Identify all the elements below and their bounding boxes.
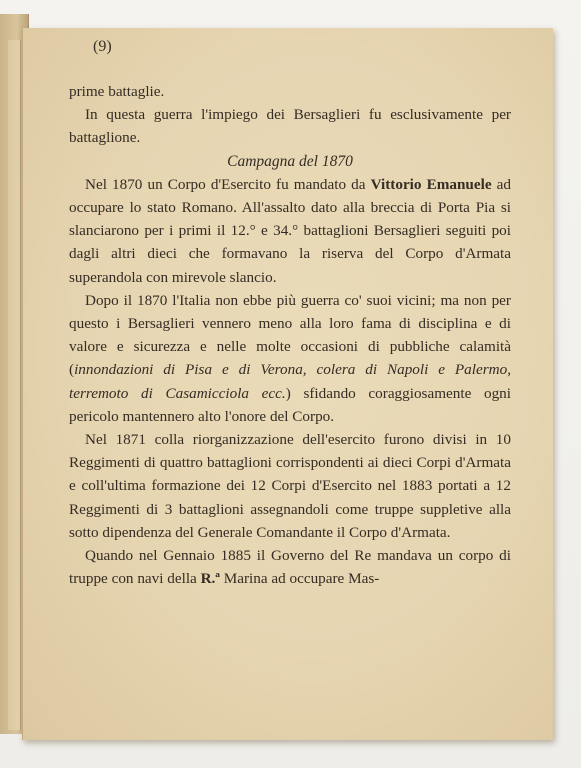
text-run: Nel 1870 un Corpo d'Esercito fu mandato da <box>85 175 371 193</box>
paragraph-after-1870 <box>69 289 511 428</box>
page-number: (9) <box>93 38 112 55</box>
text-run: ad occupare lo stato Romano. All'assalto dato alla breccia di Porta Pia si slanciarono per i primi il 12.° e 34.° battaglioni Bersaglieri seguiti poi dagli altri dieci che formavano la riserva del Corpo d'Armata superandola con mirevole slancio. <box>69 175 511 286</box>
page-text <box>69 80 511 590</box>
calamities-list: innondazioni di Pisa e di Verona, colera di Napoli e Palermo, terremoto di Casamicciola ecc. <box>69 361 511 402</box>
paragraph-battalion-usage: In questa guerra l'impiego dei Bersaglieri fu esclusivamente per battaglione. <box>69 106 511 147</box>
book-page <box>22 28 553 740</box>
text-run: Dopo il 1870 l'Italia non ebbe più guerra co' suoi vicini; ma non per questo i Bersaglieri vennero meno alla loro fama di disciplina e di valore e sicurezza e nelle molte occasioni di pubbliche calamità ( <box>69 291 511 379</box>
paragraph-january-1885 <box>69 544 511 590</box>
name-vittorio-emanuele: Vittorio Emanuele <box>370 175 492 193</box>
paragraph-continuation: prime battaglie. <box>69 83 165 100</box>
section-title: Campagna del 1870 <box>227 152 353 170</box>
text-run: Quando nel Gennaio 1885 il Governo del Re mandava un corpo di truppe con navi della <box>69 547 511 588</box>
paragraph-campaign-1870 <box>69 173 511 289</box>
text-run: Marina ad occupare Mas- <box>219 570 380 588</box>
underlying-page-sheet <box>8 40 21 730</box>
paragraph-reorganization-1871: Nel 1871 colla riorganizzazione dell'esercito furono divisi in 10 Reggimenti di quattro battaglioni corrispondenti ai dieci Corpi d'Armata e coll'ultima formazione dei 12 Corpi d'Esercito nel 1883 portati a 12 Reggimenti di 3 battaglioni assegnandoli come truppe suppletive alla sotto dipendenza del Generale Comandante il Corpo d'Armata. <box>69 431 511 541</box>
royal-navy-abbrev: R.ª <box>200 570 220 588</box>
text-run: ) sfidando coraggiosamente ogni pericolo mantennero alto l'onore del Corpo. <box>69 384 511 425</box>
